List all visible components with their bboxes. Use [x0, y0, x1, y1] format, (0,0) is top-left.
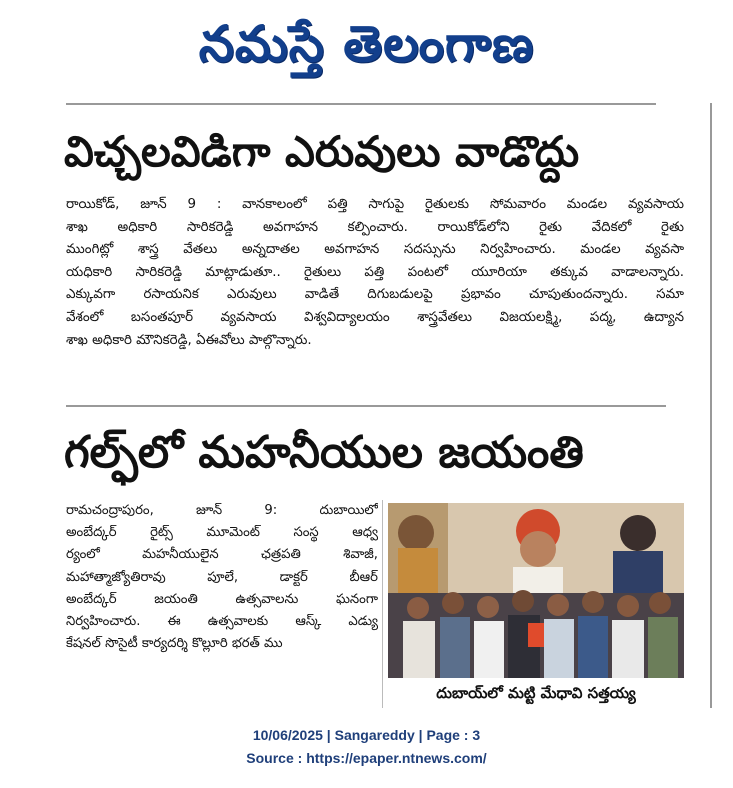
article-text-line: నిర్వహించారు. ఈ ఉత్సవాలకు ఆస్క్ ఎడ్యు [66, 614, 378, 630]
article-text-line: వేశంలో బసంతపూర్ వ్యవసాయ విశ్వవిద్యాలయం శాస్త్రవేతలు విజయలక్ష్మి, పద్మ, ఉద్యాన [66, 309, 684, 325]
article-text-line: అంబేద్కర్ రైట్స్ మూమెంట్ సంస్థ ఆధ్వ [66, 525, 378, 541]
article-text-line: ముంగిట్లో శాస్త్ర వేతలు అన్నదాతల అవగాహన సదస్సును నిర్వహించారు. మండల వ్యవసా [66, 242, 684, 258]
article-body [66, 194, 684, 352]
article-body [66, 500, 378, 655]
news-photo [388, 503, 684, 678]
footer-source-line: Source : https://epaper.ntnews.com/ [246, 750, 487, 766]
divider [66, 103, 656, 105]
article-text-line: ర్యంలో మహనీయులైన ఛత్రపతి శివాజీ, [66, 547, 378, 563]
article-headline: విచ్చలవిడిగా ఎరువులు వాడొద్దు [64, 127, 580, 176]
article-text-line: కేషనల్ సొసైటీ కార్యదర్శి కొల్లూరి భరత్ ము [66, 636, 283, 652]
photo-illustration [388, 503, 684, 678]
article-text-line: శాఖ అధికారి సారికరెడ్డి అవగాహన కల్పించారు. రాయికోడ్‌లోని రైతు వేదికలో రైతు [66, 219, 684, 235]
footer-date-line: 10/06/2025 | Sangareddy | Page : 3 [252, 727, 481, 743]
article-text-line: శాఖ అధికారి మౌనికరెడ్డి, ఏఈవోలు పాల్గొన్నారు. [66, 332, 312, 348]
column-divider [382, 500, 383, 708]
newspaper-masthead: నమస్తే తెలంగాణ [198, 15, 535, 73]
column-divider [710, 103, 712, 708]
article-text-line: అంబేద్కర్ జయంతి ఉత్సవాలను ఘనంగా [66, 591, 378, 607]
article-text-line: యధికారి సారికరెడ్డి మాట్లాడుతూ.. రైతులు పత్తి పంటలో యూరియా తక్కువ వాడాలన్నారు. [66, 264, 684, 280]
article-headline: గల్ఫ్‌లో మహనీయుల జయంతి [64, 427, 584, 478]
article-text-line: ఎక్కువగా రసాయనిక ఎరువులు వాడితే దిగుబడులపై ప్రభావం చూపుతుందన్నారు. సమా [66, 287, 684, 303]
article-text-line: రామచంద్రాపురం, జూన్ 9: దుబాయిలో [66, 503, 378, 518]
photo-caption: దుబాయ్‌లో మట్టి మేధావి సత్తయ్య [436, 684, 636, 702]
divider [66, 405, 666, 407]
article-text-line: రాయికోడ్, జూన్ 9 : వానకాలంలో పత్తి సాగుపై రైతులకు సోమవారం మండల వ్యవసాయ [66, 197, 684, 212]
article-text-line: మహాత్మాజ్యోతిరావు పూలే, డాక్టర్ బీఆర్ [66, 569, 378, 585]
